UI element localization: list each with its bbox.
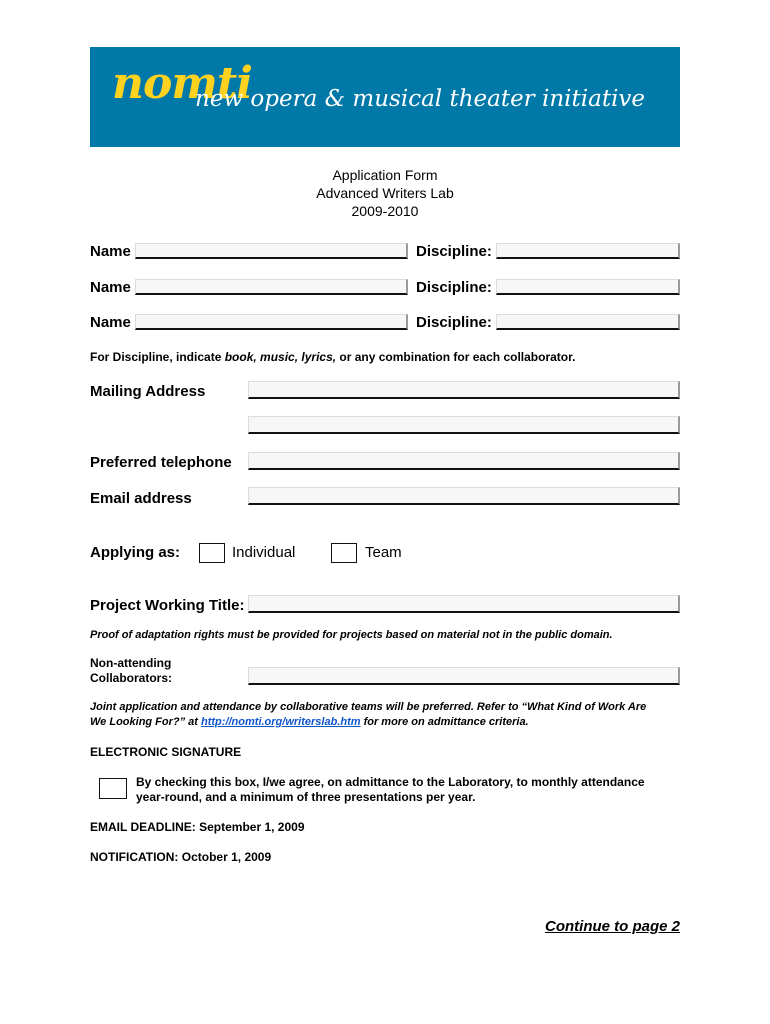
signature-text-line2: year-round, and a minimum of three presentations per year.	[136, 790, 476, 804]
non-attending-label-line1: Non-attending	[90, 656, 172, 670]
project-title-field[interactable]	[248, 595, 680, 613]
discipline-label-1: Discipline:	[416, 243, 492, 260]
individual-label: Individual	[232, 544, 296, 561]
discipline-field-3[interactable]	[496, 314, 680, 330]
discipline-label-3: Discipline:	[416, 314, 492, 331]
form-title	[0, 166, 770, 220]
non-attending-label-line2: Collaborators:	[90, 671, 173, 685]
email-field[interactable]	[248, 487, 680, 505]
joint-note	[90, 700, 690, 730]
team-checkbox[interactable]	[331, 543, 357, 563]
applying-as-label: Applying as:	[90, 544, 181, 561]
discipline-field-1[interactable]	[496, 243, 680, 259]
mailing-address-label: Mailing Address	[90, 383, 206, 400]
mailing-address-field-2[interactable]	[248, 416, 680, 434]
non-attending-field[interactable]	[248, 667, 680, 685]
email-label: Email address	[90, 490, 192, 507]
project-title-label: Project Working Title:	[90, 597, 245, 614]
joint-note-pre: We Looking For?” at	[90, 716, 202, 728]
discipline-note-options: book, music, lyrics,	[224, 350, 337, 364]
discipline-note-pre: For Discipline, indicate	[90, 350, 225, 364]
form-title-line2: Advanced Writers Lab	[316, 185, 454, 201]
discipline-label-2: Discipline:	[416, 279, 492, 296]
joint-note-line1: Joint application and attendance by collaborative teams will be preferred. Refer to “What Kind of Work Are	[90, 701, 647, 713]
team-label: Team	[365, 544, 402, 561]
discipline-field-2[interactable]	[496, 279, 680, 295]
telephone-label: Preferred telephone	[90, 454, 232, 471]
individual-checkbox[interactable]	[199, 543, 225, 563]
name-field-2[interactable]	[135, 279, 408, 295]
signature-checkbox[interactable]	[99, 778, 127, 799]
name-field-1[interactable]	[135, 243, 408, 259]
name-label-3: Name	[90, 314, 131, 331]
logo: nomti	[112, 58, 252, 109]
name-field-3[interactable]	[135, 314, 408, 330]
rights-note: Proof of adaptation rights must be provided for projects based on material not in the public domain.	[90, 629, 613, 641]
discipline-note-post: or any combination for each collaborator.	[336, 350, 576, 364]
telephone-field[interactable]	[248, 452, 680, 470]
mailing-address-field-1[interactable]	[248, 381, 680, 399]
form-title-line1: Application Form	[332, 167, 438, 183]
form-title-line3: 2009-2010	[351, 203, 419, 219]
name-label-1: Name	[90, 243, 131, 260]
name-label-2: Name	[90, 279, 131, 296]
notification-date: NOTIFICATION: October 1, 2009	[90, 850, 272, 864]
joint-note-post: for more on admittance criteria.	[360, 716, 529, 728]
continue-link[interactable]: Continue to page 2	[545, 918, 680, 935]
signature-text-line1: By checking this box, I/we agree, on admittance to the Laboratory, to monthly attendance	[136, 775, 645, 789]
discipline-note	[90, 350, 575, 365]
joint-note-line2	[90, 715, 690, 730]
email-deadline: EMAIL DEADLINE: September 1, 2009	[90, 820, 305, 834]
non-attending-label	[90, 656, 172, 686]
logo-tagline: new opera & musical theater initiative	[195, 86, 646, 112]
signature-heading: ELECTRONIC SIGNATURE	[90, 745, 242, 759]
signature-text	[136, 775, 645, 805]
writers-lab-link[interactable]: http://nomti.org/writerslab.htm	[201, 716, 361, 728]
